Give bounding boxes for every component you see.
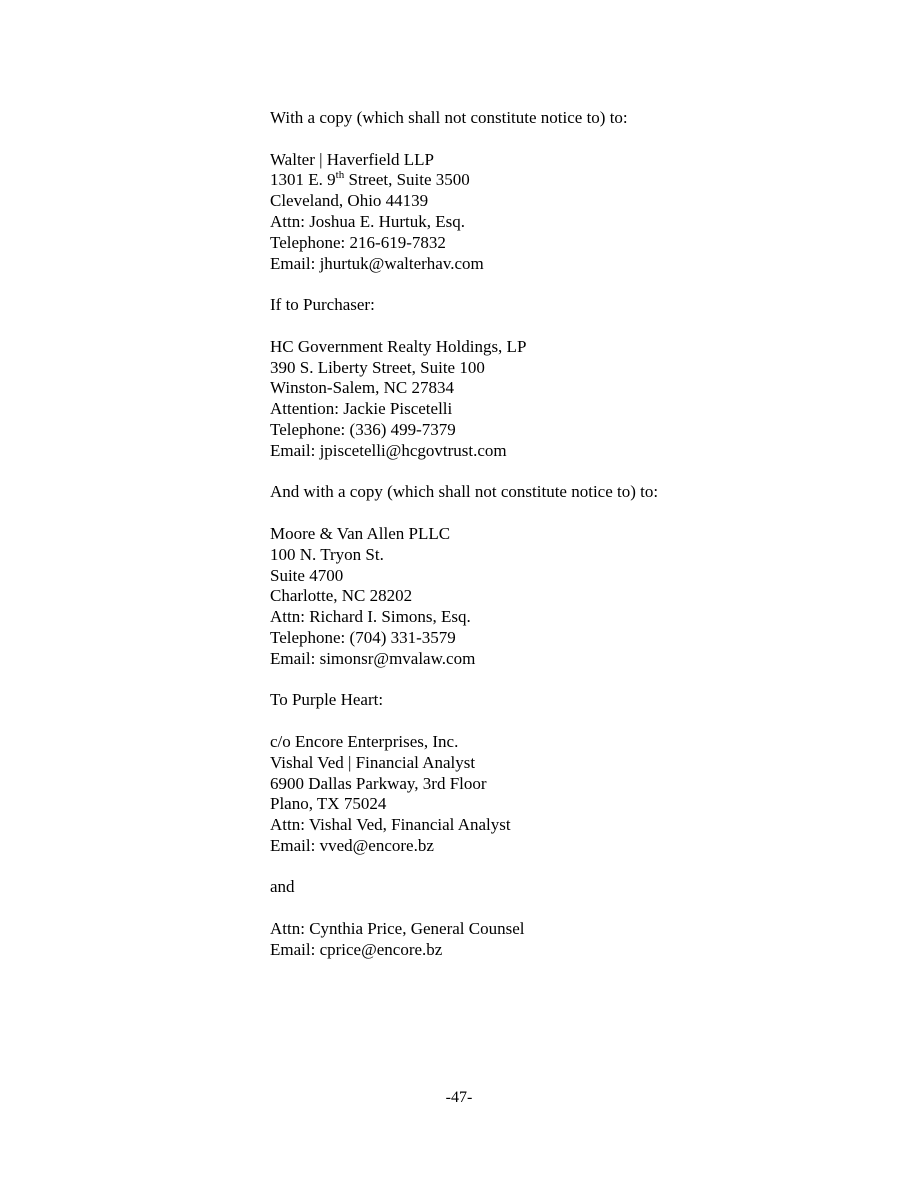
and-block <box>270 877 830 898</box>
notice-addresses <box>270 108 830 981</box>
walter-city: Cleveland, Ohio 44139 <box>270 191 429 211</box>
copy-heading-1-block <box>270 108 830 129</box>
moore-telephone: Telephone: (704) 331-3579 <box>270 627 456 647</box>
purchaser-email: Email: jpiscetelli@hcgovtrust.com <box>270 440 507 460</box>
purple-heart-heading: To Purple Heart: <box>270 690 384 710</box>
encore-city: Plano, TX 75024 <box>270 794 387 814</box>
encore-co: c/o Encore Enterprises, Inc. <box>270 731 459 751</box>
walter-haverfield-address <box>270 150 830 275</box>
purchaser-heading: If to Purchaser: <box>270 295 375 315</box>
counsel-attn: Attn: Cynthia Price, General Counsel <box>270 919 525 939</box>
page-number: -47- <box>445 1089 473 1106</box>
purchaser-city: Winston-Salem, NC 27834 <box>270 378 454 398</box>
encore-contact: Vishal Ved | Financial Analyst <box>270 752 476 772</box>
moore-street: 100 N. Tryon St. <box>270 544 384 564</box>
counsel-email: Email: cprice@encore.bz <box>270 939 443 959</box>
moore-city: Charlotte, NC 28202 <box>270 586 413 606</box>
moore-attn: Attn: Richard I. Simons, Esq. <box>270 607 471 627</box>
moore-name: Moore & Van Allen PLLC <box>270 523 451 543</box>
purchaser-telephone: Telephone: (336) 499-7379 <box>270 419 456 439</box>
purple-heart-heading-block <box>270 690 830 711</box>
moore-email: Email: simonsr@mvalaw.com <box>270 648 476 668</box>
encore-street: 6900 Dallas Parkway, 3rd Floor <box>270 773 487 793</box>
walter-telephone: Telephone: 216-619-7832 <box>270 232 446 252</box>
copy-heading-2: And with a copy (which shall not constitute notice to) to: <box>270 482 659 502</box>
purchaser-name: HC Government Realty Holdings, LP <box>270 336 527 356</box>
walter-street <box>270 170 830 191</box>
purchaser-attention: Attention: Jackie Piscetelli <box>270 399 453 419</box>
walter-street-rest: Street, Suite 3500 <box>344 170 470 190</box>
walter-attn: Attn: Joshua E. Hurtuk, Esq. <box>270 211 466 231</box>
general-counsel-address <box>270 919 830 961</box>
copy-heading-1: With a copy (which shall not constitute notice to) to: <box>270 108 628 127</box>
purchaser-street: 390 S. Liberty Street, Suite 100 <box>270 357 485 377</box>
walter-email: Email: jhurtuk@walterhav.com <box>270 253 484 273</box>
walter-street-number: 1301 E. 9 <box>270 170 336 190</box>
moore-suite: Suite 4700 <box>270 565 344 585</box>
walter-street-ordinal: th <box>335 168 345 181</box>
and-text: and <box>270 877 295 897</box>
moore-van-allen-address <box>270 524 830 670</box>
encore-address <box>270 732 830 857</box>
encore-email: Email: vved@encore.bz <box>270 835 434 855</box>
copy-heading-2-block <box>270 482 830 503</box>
walter-name: Walter | Haverfield LLP <box>270 149 434 169</box>
encore-attn: Attn: Vishal Ved, Financial Analyst <box>270 815 511 835</box>
purchaser-address <box>270 337 830 462</box>
purchaser-heading-block <box>270 295 830 316</box>
